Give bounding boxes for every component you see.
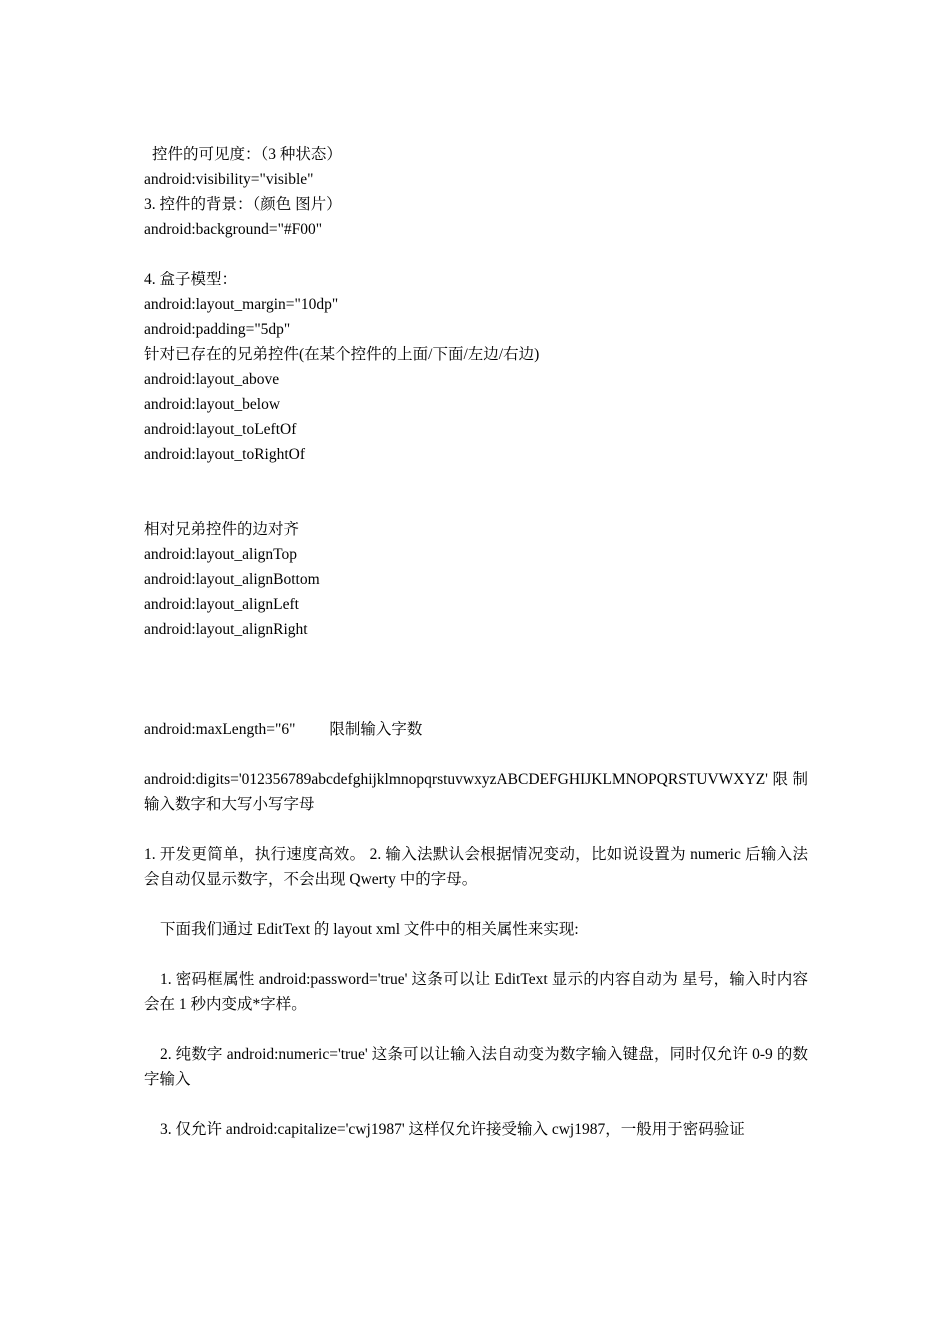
background-heading: 3. 控件的背景：（颜色 图片） [144,196,342,213]
blank-line [144,1017,808,1042]
maxlength-description: 限制输入字数 [329,721,423,738]
digits-paragraph: android:digits='012356789abcdefghijklmnopqrstuvwxyzABCDEFGHIJKLMNOPQRSTUVWXYZ'限制输入数字和大写小写字母 [144,771,808,813]
numeric-paragraph: 2. 纯数字 android:numeric='true' 这条可以让输入法自动变为数字输入键盘，同时仅允许 0-9 的数字输入 [144,1046,808,1088]
capitalize-paragraph: 3. 仅允许 android:capitalize='cwj1987' 这样仅允许接受输入 cwj1987，一般用于密码验证 [160,1121,745,1138]
background-attribute: android:background="#F00" [144,221,323,238]
box-model-heading: 4. 盒子模型： [144,271,238,288]
layout-above-attribute: android:layout_above [144,371,280,388]
blank-line [144,667,808,692]
layout-toleftof-attribute: android:layout_toLeftOf [144,421,297,438]
edge-align-heading: 相对兄弟控件的边对齐 [144,521,300,538]
layout-below-attribute: android:layout_below [144,396,281,413]
blank-line [144,1092,808,1117]
blank-line [144,642,808,667]
align-top-attribute: android:layout_alignTop [144,546,298,563]
document-body [144,142,808,1142]
layout-torightof-attribute: android:layout_toRightOf [144,446,306,463]
password-paragraph: 1. 密码框属性 android:password='true' 这条可以让 EditText 显示的内容自动为 星号，输入时内容会在 1 秒内变成*字样。 [144,971,808,1013]
blank-line [144,692,808,717]
blank-line [144,467,808,492]
intro-paragraph: 下面我们通过 EditText 的 layout xml 文件中的相关属性来实现: [160,921,579,938]
maxlength-attribute: android:maxLength="6" [144,721,296,738]
blank-line [144,242,808,267]
padding-attribute: android:padding="5dp" [144,321,291,338]
align-left-attribute: android:layout_alignLeft [144,596,299,613]
blank-line [144,742,808,767]
visibility-heading: 控件的可见度：（3 种状态） [152,146,342,163]
layout-margin-attribute: android:layout_margin="10dp" [144,296,339,313]
maxlength-line [144,717,808,742]
blank-line [144,817,808,842]
align-right-attribute: android:layout_alignRight [144,621,308,638]
blank-line [144,892,808,917]
sibling-controls-heading: 针对已存在的兄弟控件(在某个控件的上面/下面/左边/右边) [144,346,540,363]
align-bottom-attribute: android:layout_alignBottom [144,571,320,588]
blank-line [144,942,808,967]
visibility-attribute: android:visibility="visible" [144,171,314,188]
blank-line [144,492,808,517]
benefits-paragraph: 1. 开发更简单，执行速度高效。 2. 输入法默认会根据情况变动，比如说设置为 numeric 后输入法会自动仅显示数字，不会出现 Qwerty 中的字母。 [144,846,808,888]
